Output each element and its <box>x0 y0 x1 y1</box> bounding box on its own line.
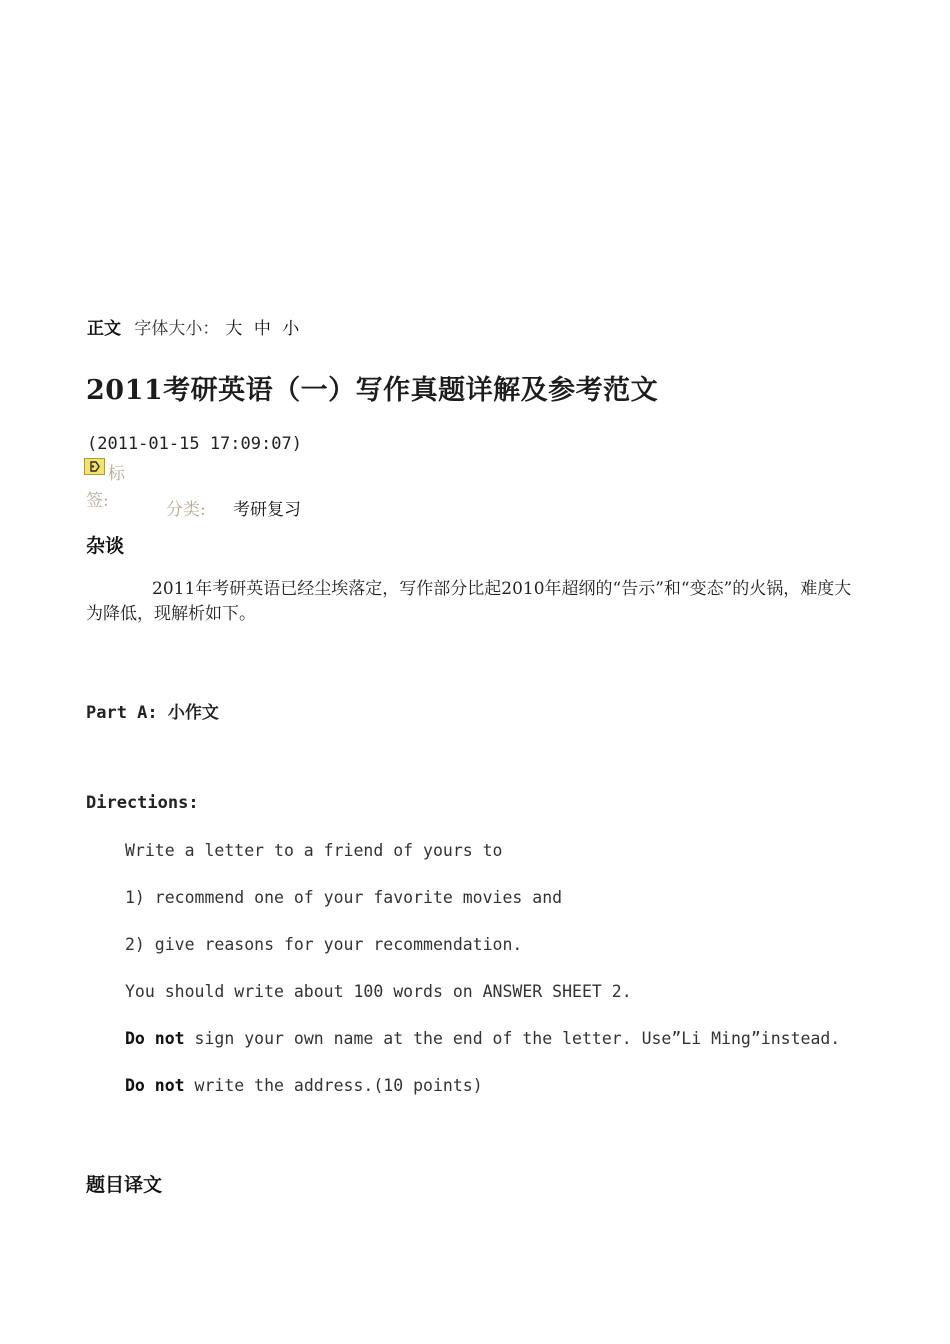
directions-line-5-text: sign your own name at the end of the letter. Use”Li Ming”instead. <box>184 1029 841 1048</box>
category-label: 分类: <box>166 500 206 520</box>
font-size-medium-link[interactable]: 中 <box>253 319 271 339</box>
body-text-label: 正文 <box>87 319 121 339</box>
part-a-title: 小作文 <box>167 703 219 723</box>
directions-line-5 <box>125 1029 840 1048</box>
font-size-small-link[interactable]: 小 <box>282 319 300 339</box>
tag-glyph-icon <box>87 460 102 473</box>
part-a-prefix: Part A: <box>86 703 168 723</box>
tag-value-heading: 杂谈 <box>86 535 125 557</box>
category-link[interactable]: 考研复习 <box>233 500 301 520</box>
tag-label-part1: 标 <box>108 464 125 484</box>
directions-line-6 <box>125 1076 483 1095</box>
article-title: 2011考研英语（一）写作真题详解及参考范文 <box>86 375 659 406</box>
tag-label-part2: 签: <box>86 491 109 511</box>
font-size-toolbar <box>87 314 299 339</box>
directions-line-2: 1) recommend one of your favorite movies and <box>125 888 563 907</box>
directions-line-5-emphasis: Do not <box>125 1029 185 1048</box>
part-a-heading <box>86 698 219 723</box>
directions-line-4: You should write about 100 words on ANSWER SHEET 2. <box>125 982 632 1001</box>
article-date: (2011-01-15 17:09:07) <box>87 434 302 454</box>
font-size-large-link[interactable]: 大 <box>225 319 243 339</box>
directions-label: Directions: <box>86 793 199 813</box>
directions-line-6-text: write the address.(10 points) <box>184 1076 483 1095</box>
translation-heading: 题目译文 <box>86 1174 163 1196</box>
directions-line-6-emphasis: Do not <box>125 1076 185 1095</box>
tag-icon <box>84 458 105 475</box>
intro-paragraph: 2011年考研英语已经尘埃落定，写作部分比起2010年超纲的“告示”和“变态”的火锅，难度大为降低，现解析如下。 <box>86 579 852 624</box>
directions-line-3: 2) give reasons for your recommendation. <box>125 935 523 954</box>
font-size-label: 字体大小： <box>134 319 220 339</box>
directions-line-1: Write a letter to a friend of yours to <box>125 841 503 860</box>
